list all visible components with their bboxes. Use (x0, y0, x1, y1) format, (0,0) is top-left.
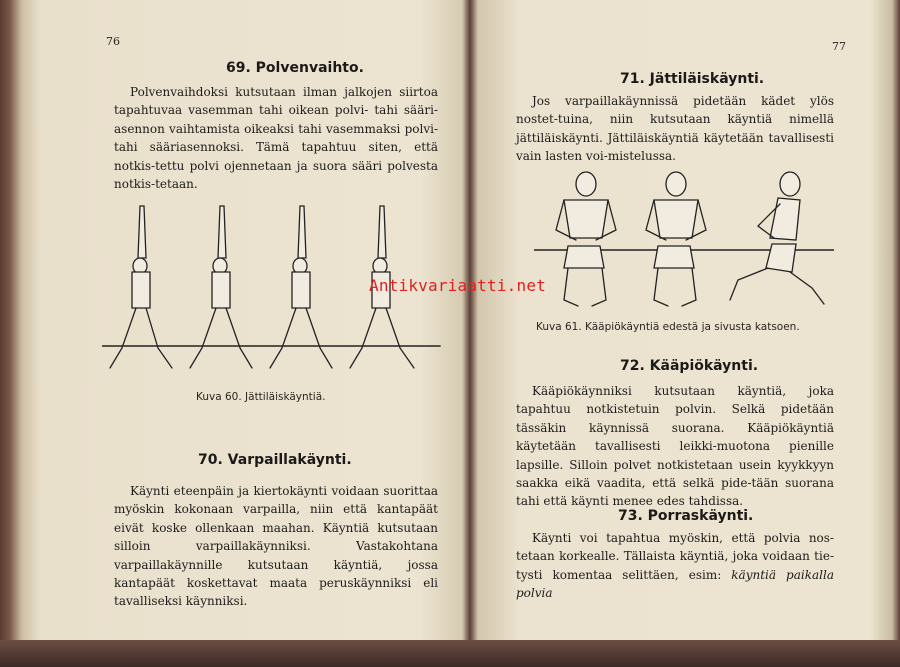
section-72-text: Kääpiökäynniksi kutsutaan käyntiä, joka tapahtuu notkistetuin polvin. Selkä pidetään tässäkin käynnissä suorana. Kääpiökäyntiä käytetään tavallisesti leikki-muotona pienille lapsille. Silloin polvet notkistetaan usein kyykkyyn saakka eikä vaadita, että selkä pide-tään suorana tahi että käynti menee edes tahdissa. (516, 384, 834, 509)
watermark-text: Antikvariaatti.net (369, 276, 546, 295)
section-73-body: Käynti voi tapahtua myöskin, että polvia nos-tetaan korkealle. Tällaista käyntiä, joka voidaan tie-tysti komentaa selittäen, esim: (516, 531, 834, 582)
figure-60-caption: Kuva 60. Jättiläiskäyntiä. (196, 391, 326, 403)
dwarf-walker-front-2 (646, 172, 706, 306)
section-70-text: Käynti eteenpäin ja kiertokäynti voidaan suorittaa myöskin kokonaan varpailla, niin että kantapäät eivät koske ollenkaan maahan. Käyntiä kutsutaan silloin varpaillakäynniksi. Vastakohtana varpaillakäynnille kutsutaan käyntiä, jossa kantapäät koskettavat maata peruskäynniksi eli tavalliseksi käynniksi. (114, 484, 438, 609)
left-page (30, 0, 460, 640)
walker-figure-2 (190, 206, 252, 368)
section-70-heading: 70. Varpaillakäynti. (198, 452, 352, 468)
walker-figure-3 (270, 206, 332, 368)
page-number-right: 77 (832, 40, 846, 53)
section-73-text (516, 529, 834, 603)
right-page (478, 0, 878, 640)
section-73-italic-tail: käyntiä paikalla polvia (516, 567, 834, 601)
section-72-heading: 72. Kääpiökäynti. (620, 358, 759, 374)
section-69-heading: 69. Polvenvaihto. (226, 60, 364, 76)
book-bottom-edge (0, 640, 900, 667)
dwarf-walker-side (730, 172, 824, 304)
page-number-left: 76 (106, 35, 120, 48)
section-73-heading: 73. Porraskäynti. (618, 508, 754, 524)
section-69-text: Polvenvaihdoksi kutsutaan ilman jalkojen siirtoa tapahtuvaa vasemman tahi oikean polvi- tahi sääri-asennon vaihtamista oikeaksi tahi vasemmaksi polvi-tahi sääriasennoksi. Tämä tapahtuu siten, että notkis-tettu polvi ojennetaan ja suora sääri polvesta notkis-tetaan. (114, 85, 438, 192)
section-71-text: Jos varpaillakäynnissä pidetään kädet ylös nostet-tuina, niin kutsutaan käyntiä nimellä jättiläiskäynti. Jättiläiskäyntiä käytetään tavallisesti vain lasten voi-mistelussa. (516, 94, 834, 164)
dwarf-walker-front-1 (556, 172, 616, 306)
figure-61-illustration (534, 168, 834, 316)
figure-61-caption: Kuva 61. Kääpiökäyntiä edestä ja sivusta katsoen. (536, 321, 800, 333)
walker-figure-1 (110, 206, 172, 368)
section-71-heading: 71. Jättiläiskäynti. (620, 71, 765, 87)
